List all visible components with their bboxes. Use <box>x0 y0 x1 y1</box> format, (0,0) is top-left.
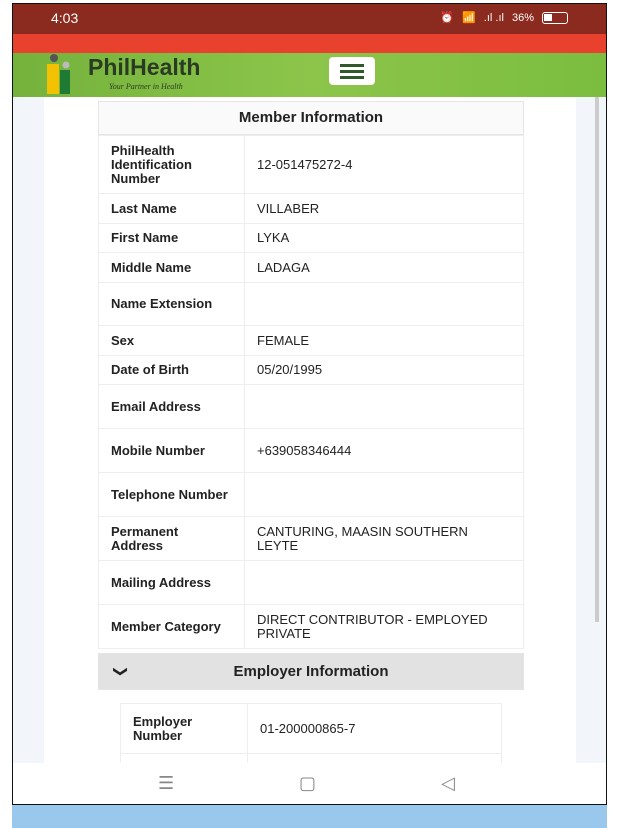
table-row <box>99 517 524 561</box>
battery-icon <box>542 12 568 24</box>
field-value: 05/20/1995 <box>245 356 524 385</box>
employer-info-toggle[interactable] <box>98 653 524 690</box>
field-label: Last Name <box>99 194 245 224</box>
field-label: Mailing Address <box>99 561 245 605</box>
battery-percent: 36% <box>511 11 534 24</box>
employer-info-heading: Employer Information <box>233 663 389 680</box>
brand-name[interactable]: PhilHealth <box>88 54 201 80</box>
table-row <box>99 561 524 605</box>
field-value: CANTURING, MAASIN SOUTHERN LEYTE <box>245 517 524 561</box>
field-label: Employer Number <box>121 704 248 754</box>
field-value: 12-051475272-4 <box>245 136 524 194</box>
field-value <box>248 754 502 764</box>
field-label: Email Address <box>99 385 245 429</box>
field-label: Date of Birth <box>99 356 245 385</box>
table-row <box>121 704 502 754</box>
field-value <box>245 473 524 517</box>
chevron-down-icon: ❯ <box>113 665 130 678</box>
field-label: Member Category <box>99 605 245 649</box>
field-label: Telephone Number <box>99 473 245 517</box>
recent-apps-icon[interactable]: ☰ <box>158 773 175 793</box>
field-value: LADAGA <box>245 253 524 283</box>
signal-icon: .ıl .ıl <box>483 11 504 24</box>
field-value: FEMALE <box>245 326 524 356</box>
table-row <box>99 356 524 385</box>
field-label: Name Extension <box>99 283 245 326</box>
field-value <box>245 283 524 326</box>
table-row <box>121 754 502 764</box>
field-value: +639058346444 <box>245 429 524 473</box>
employer-info-table <box>120 703 502 763</box>
table-row <box>99 224 524 253</box>
table-row <box>99 136 524 194</box>
brand-tagline: Your Partner in Health <box>109 82 183 91</box>
field-value: 01-200000865-7 <box>248 704 502 754</box>
table-row <box>99 385 524 429</box>
hamburger-menu-button[interactable] <box>329 57 375 85</box>
home-icon[interactable]: ▢ <box>299 773 317 793</box>
field-value: VILLABER <box>245 194 524 224</box>
back-icon[interactable]: ◁ <box>441 773 455 793</box>
table-row <box>99 605 524 649</box>
wifi-icon: 📶 <box>462 12 476 24</box>
alarm-icon: ⏰ <box>440 12 455 24</box>
field-label: PhilHealth Identification Number <box>99 136 245 194</box>
field-label: Permanent Address <box>99 517 245 561</box>
background-area <box>12 805 607 828</box>
table-row <box>99 326 524 356</box>
android-nav-bar <box>13 763 606 805</box>
table-row <box>99 429 524 473</box>
field-label: Middle Name <box>99 253 245 283</box>
table-row <box>99 253 524 283</box>
phone-screen <box>12 3 607 805</box>
table-row <box>99 473 524 517</box>
site-header <box>13 53 606 97</box>
table-row <box>99 194 524 224</box>
table-row <box>99 283 524 326</box>
member-info-heading: Member Information <box>98 101 524 135</box>
field-label <box>121 754 248 764</box>
field-label: First Name <box>99 224 245 253</box>
field-value: DIRECT CONTRIBUTOR - EMPLOYED PRIVATE <box>245 605 524 649</box>
browser-strip <box>13 34 606 53</box>
page-content <box>13 97 606 763</box>
philhealth-logo-icon <box>45 53 75 95</box>
field-value: LYKA <box>245 224 524 253</box>
status-time: 4:03 <box>51 10 79 26</box>
field-value <box>245 561 524 605</box>
field-label: Sex <box>99 326 245 356</box>
scrollbar[interactable] <box>595 97 599 622</box>
status-bar <box>13 4 606 34</box>
member-info-table <box>98 135 524 649</box>
field-value <box>245 385 524 429</box>
field-label: Mobile Number <box>99 429 245 473</box>
